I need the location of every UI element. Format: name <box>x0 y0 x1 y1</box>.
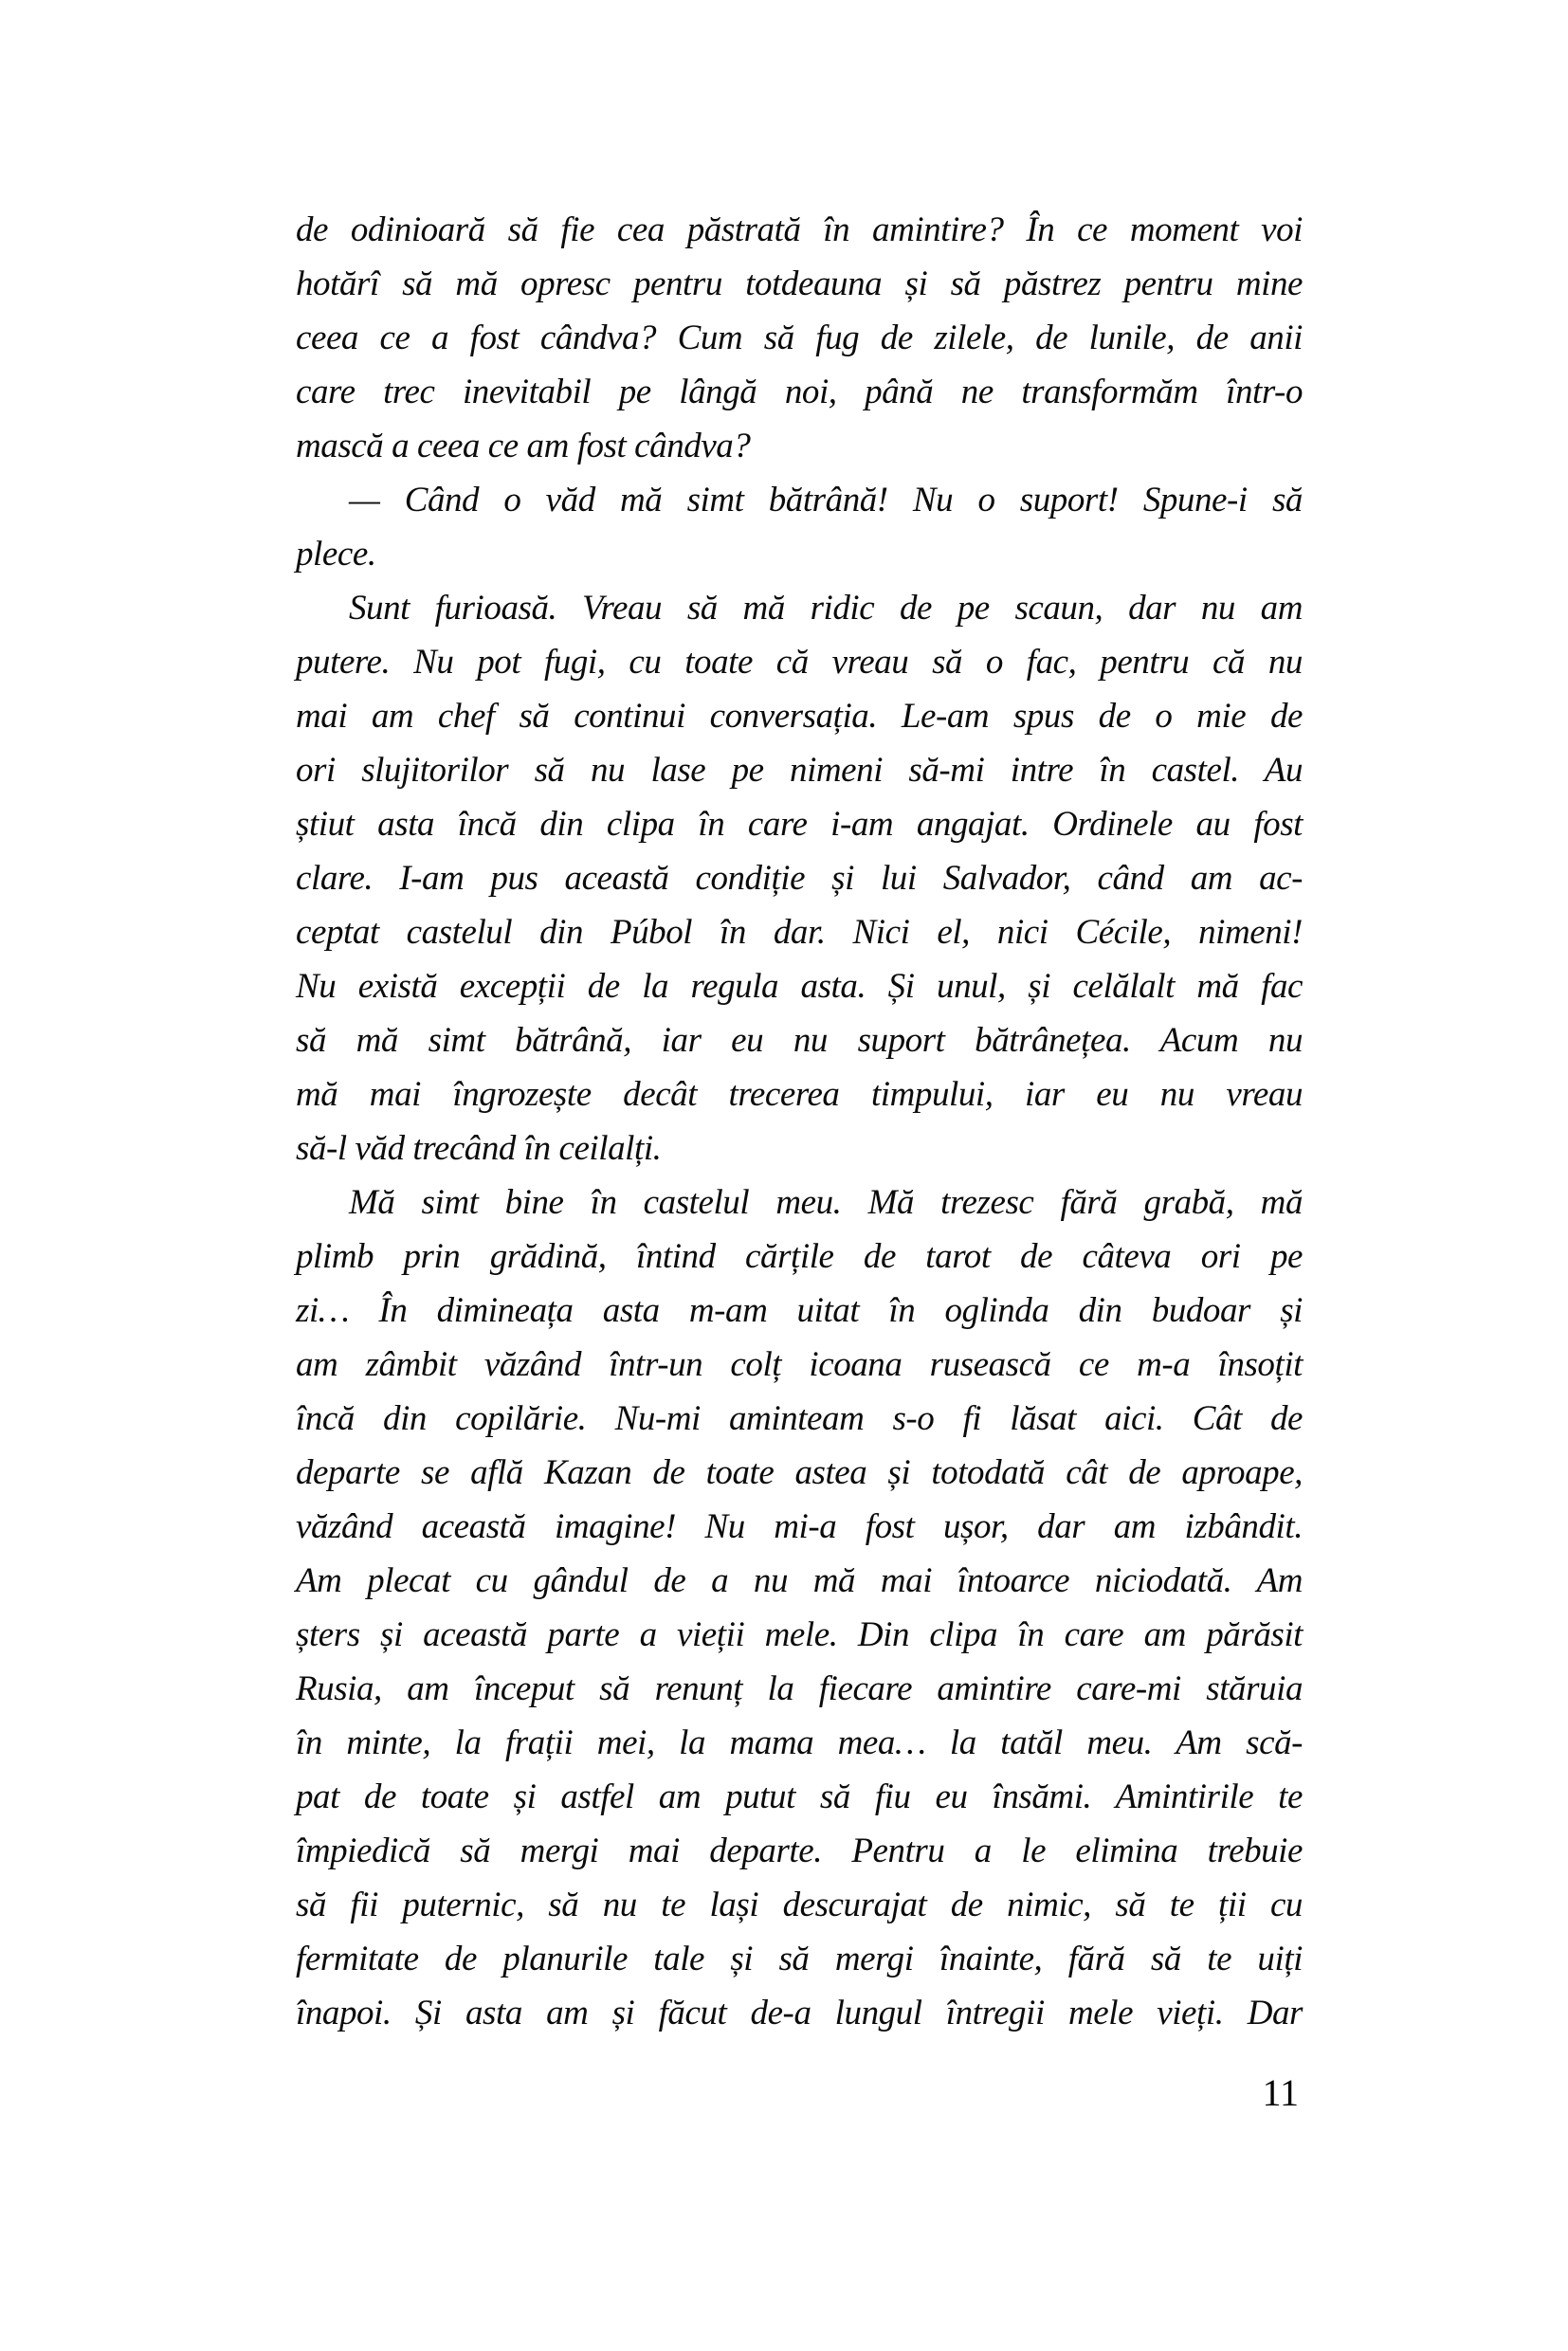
text-line: să fii puternic, să nu te lași descurajat de nimic, să te ții cu <box>296 1886 1303 1924</box>
text-line: în minte, la frații mei, la mama mea… la tatăl meu. Am scă- <box>296 1723 1303 1762</box>
text-line: Rusia, am început să renunț la fiecare amintire care-mi stăruia <box>296 1669 1303 1708</box>
text-line: plece. <box>296 535 376 574</box>
text-line: — Când o văd mă simt bătrână! Nu o suport! Spune-i să <box>349 481 1303 519</box>
paragraph <box>296 203 1303 473</box>
text-line: clare. I-am pus această condiție și lui Salvador, când am ac- <box>296 859 1303 898</box>
text-line: plimb prin grădină, întind cărțile de tarot de câteva ori pe <box>296 1237 1303 1276</box>
text-line: am zâmbit văzând într-un colț icoana rusească ce m-a însoțit <box>296 1345 1303 1384</box>
paragraph <box>296 1176 1303 2040</box>
text-line: ceptat castelul din Púbol în dar. Nici el, nici Cécile, nimeni! <box>296 913 1303 952</box>
text-line: fermitate de planurile tale și să mergi înainte, fără să te uiți <box>296 1940 1303 1978</box>
text-line: ceea ce a fost cândva? Cum să fug de zilele, de lunile, de anii <box>296 319 1303 357</box>
text-line: Mă simt bine în castelul meu. Mă trezesc fără grabă, mă <box>349 1183 1303 1222</box>
text-line: care trec inevitabil pe lângă noi, până ne transformăm într-o <box>296 373 1303 411</box>
text-line: zi… În dimineața asta m-am uitat în oglinda din budoar și <box>296 1291 1303 1330</box>
text-line: de odinioară să fie cea păstrată în amintire? În ce moment voi <box>296 210 1303 249</box>
text-line: Nu există excepții de la regula asta. Și unul, și celălalt mă fac <box>296 967 1303 1006</box>
text-line: mă mai îngrozește decât trecerea timpului, iar eu nu vreau <box>296 1075 1303 1114</box>
page-number: 11 <box>1262 2071 1299 2114</box>
paragraph <box>296 473 1303 581</box>
text-line: mască a ceea ce am fost cândva? <box>296 427 751 465</box>
text-line: pat de toate și astfel am putut să fiu eu însămi. Amintirile te <box>296 1777 1303 1816</box>
text-line: Sunt furioasă. Vreau să mă ridic de pe scaun, dar nu am <box>349 589 1303 628</box>
text-line: șters și această parte a vieții mele. Din clipa în care am părăsit <box>296 1615 1303 1654</box>
text-line: văzând această imagine! Nu mi-a fost ușor, dar am izbândit. <box>296 1507 1303 1546</box>
text-line: să-l văd trecând în ceilalți. <box>296 1129 662 1168</box>
text-line: împiedică să mergi mai departe. Pentru a le elimina trebuie <box>296 1832 1303 1870</box>
text-line: să mă simt bătrână, iar eu nu suport bătrânețea. Acum nu <box>296 1021 1303 1060</box>
text-line: înapoi. Și asta am și făcut de-a lungul întregii mele vieți. Dar <box>296 1994 1303 2032</box>
text-line: hotărî să mă opresc pentru totdeauna și să păstrez pentru mine <box>296 264 1303 303</box>
text-line: ori slujitorilor să nu lase pe nimeni să-mi intre în castel. Au <box>296 751 1303 790</box>
page-text <box>296 203 1303 2040</box>
text-line: mai am chef să continui conversația. Le-am spus de o mie de <box>296 697 1303 736</box>
text-line: știut asta încă din clipa în care i-am angajat. Ordinele au fost <box>296 805 1303 844</box>
text-line: departe se află Kazan de toate astea și totodată cât de aproape, <box>296 1453 1303 1492</box>
text-line: putere. Nu pot fugi, cu toate că vreau să o fac, pentru că nu <box>296 643 1303 682</box>
paragraph <box>296 581 1303 1176</box>
text-line: încă din copilărie. Nu-mi aminteam s-o fi lăsat aici. Cât de <box>296 1399 1303 1438</box>
text-line: Am plecat cu gândul de a nu mă mai întoarce niciodată. Am <box>296 1561 1303 1600</box>
